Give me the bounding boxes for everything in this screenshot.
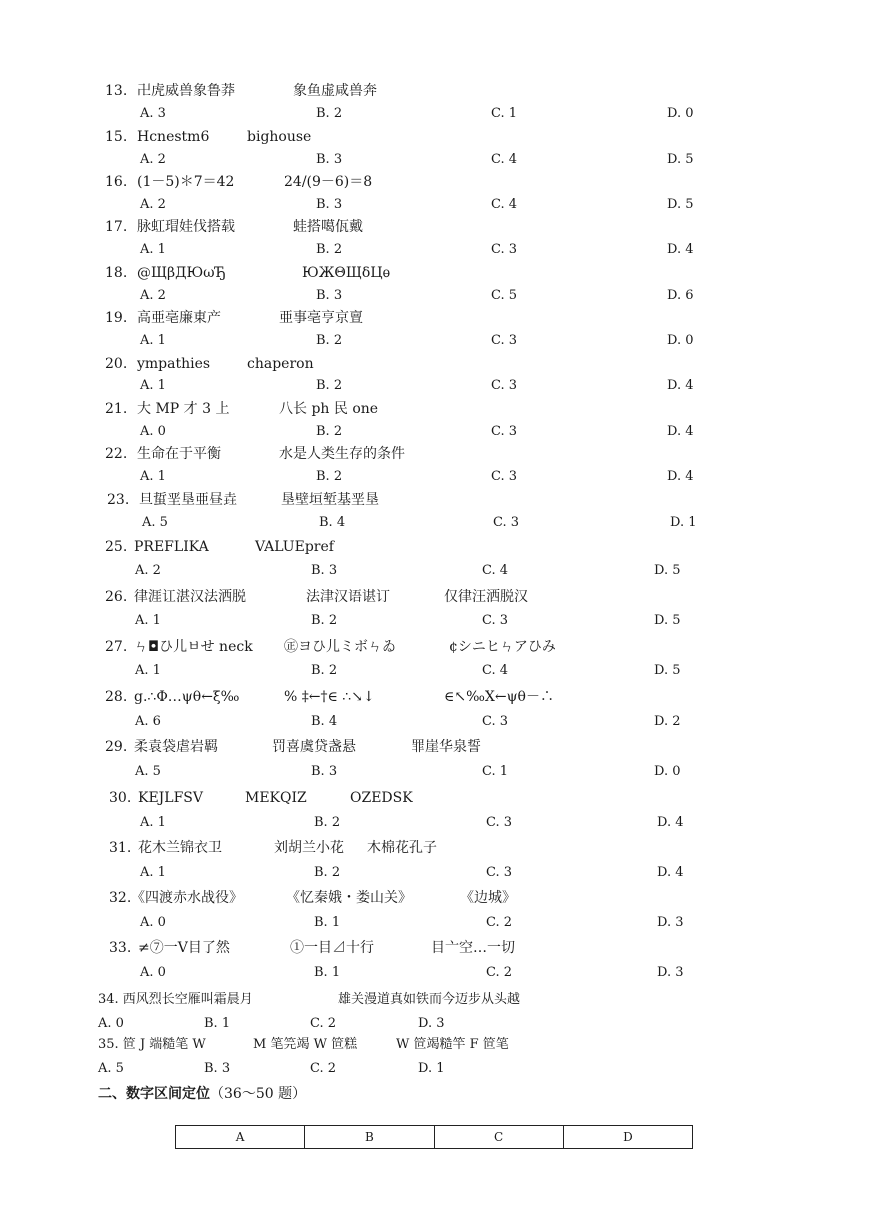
question-35-text-3: W 笸竭糙竿 F 笸笔 — [396, 1037, 509, 1052]
question-string-2: 《忆秦娥・娄山关》 — [286, 890, 412, 906]
question-string-2: ①一目⊿十行 — [290, 940, 374, 956]
question-string-1: 脉虹瑁娃伐搭载 — [137, 219, 235, 235]
option-b: B. 3 — [316, 197, 343, 212]
option-d: D. 3 — [418, 1016, 445, 1031]
question-string-1: 卍虎威兽象鲁莽 — [137, 83, 235, 99]
question-string-2: 刘胡兰小花 — [274, 840, 344, 856]
answer-cell-b: B — [305, 1126, 434, 1149]
option-a: A. 1 — [140, 333, 166, 348]
question-string-1: 大 MP 才 3 上 — [137, 401, 230, 417]
option-b: B. 2 — [316, 106, 343, 121]
question-number: 17. — [105, 219, 128, 235]
question-number: 23. — [107, 492, 130, 508]
answer-cell-d: D — [563, 1126, 692, 1149]
option-a: A. 1 — [135, 663, 161, 678]
option-d: D. 3 — [657, 965, 684, 980]
option-b: B. 2 — [311, 613, 338, 628]
question-string-1: 高亜亳廉東产 — [137, 310, 221, 326]
option-d: D. 5 — [654, 663, 681, 678]
option-c: C. 3 — [491, 424, 518, 439]
option-c: C. 4 — [482, 563, 509, 578]
option-b: B. 1 — [314, 965, 341, 980]
question-string-3: 目亠空…一切 — [431, 940, 515, 956]
option-c: C. 3 — [491, 333, 518, 348]
option-b: B. 3 — [311, 764, 338, 779]
question-number: 15. — [105, 129, 128, 145]
option-b: B. 2 — [314, 865, 341, 880]
option-d: D. 0 — [667, 333, 694, 348]
question-string-2: % ‡←†∈ ∴↘↓ — [284, 689, 375, 705]
answer-table — [175, 1125, 693, 1149]
question-string-1: (1－5)＊7＝42 — [137, 174, 235, 190]
question-string-2: chaperon — [247, 356, 314, 372]
option-a: A. 5 — [135, 764, 161, 779]
question-string-2: 蛙搭噶佤戴 — [293, 219, 363, 235]
option-c: C. 3 — [493, 515, 520, 530]
question-number: 27. — [105, 639, 128, 655]
answer-cell-a: A — [176, 1126, 305, 1149]
option-d: D. 4 — [657, 865, 684, 880]
question-string-3: ¢シニヒㄣアひみ — [449, 639, 556, 655]
answer-cell-c: C — [434, 1126, 563, 1149]
question-number: 21. — [105, 401, 128, 417]
option-b: B. 2 — [316, 378, 343, 393]
option-c: C. 2 — [310, 1016, 337, 1031]
question-number: 25. — [105, 539, 128, 555]
option-a: A. 2 — [140, 288, 166, 303]
option-a: A. 0 — [140, 915, 166, 930]
option-c: C. 4 — [482, 663, 509, 678]
option-c: C. 4 — [491, 197, 518, 212]
question-string-2: ЮЖΘЩδЦѳ — [302, 265, 391, 281]
option-b: B. 3 — [204, 1061, 231, 1076]
question-string-1: ympathies — [137, 356, 211, 372]
question-string-3: 仅律汪洒脱汉 — [444, 589, 528, 605]
question-34-text: 34. 西风烈长空雁叫霜晨月 — [98, 992, 253, 1007]
question-number: 31. — [109, 840, 132, 856]
question-string-1: 旦蜇垩垦亜昼垚 — [139, 492, 237, 508]
question-number: 19. — [105, 310, 128, 326]
option-b: B. 2 — [316, 333, 343, 348]
option-a: A. 3 — [140, 106, 166, 121]
option-a: A. 0 — [140, 424, 166, 439]
question-string-2: 垦壁垣堑基垩垦 — [281, 492, 379, 508]
option-b: B. 1 — [314, 915, 341, 930]
question-string-3: 《边城》 — [460, 890, 516, 906]
option-a: A. 0 — [98, 1016, 124, 1031]
option-d: D. 3 — [657, 915, 684, 930]
question-string-2: bighouse — [247, 129, 312, 145]
option-b: B. 4 — [319, 515, 346, 530]
question-string-1: 律涯讧湛汉法洒脱 — [134, 589, 246, 605]
question-number: 26. — [105, 589, 128, 605]
option-d: D. 5 — [654, 563, 681, 578]
question-string-2: VALUEpref — [255, 539, 334, 555]
option-c: C. 2 — [310, 1061, 337, 1076]
question-35-text-2: M 笔笎竭 W 笸糕 — [253, 1037, 358, 1052]
option-d: D. 2 — [654, 714, 681, 729]
question-string-2: 24/(9－6)＝8 — [284, 174, 373, 190]
question-number: 28. — [105, 689, 128, 705]
option-a: A. 1 — [140, 815, 166, 830]
option-d: D. 1 — [670, 515, 697, 530]
question-string-1: 花木兰锦衣卫 — [138, 840, 222, 856]
option-b: B. 3 — [316, 288, 343, 303]
question-string-3: OZEDSK — [350, 790, 413, 806]
section-heading — [98, 1083, 306, 1103]
option-b: B. 2 — [316, 242, 343, 257]
question-string-1: 生命在于平衡 — [137, 446, 221, 462]
option-d: D. 5 — [654, 613, 681, 628]
option-d: D. 4 — [667, 469, 694, 484]
question-string-1: KEJLFSV — [138, 790, 204, 806]
option-d: D. 4 — [657, 815, 684, 830]
question-string-2: 八长 ph 民 one — [279, 401, 379, 417]
option-d: D. 5 — [667, 197, 694, 212]
option-d: D. 6 — [667, 288, 694, 303]
option-a: A. 6 — [135, 714, 161, 729]
option-d: D. 4 — [667, 378, 694, 393]
section-title: 二、数字区间定位 — [98, 1086, 210, 1102]
option-c: C. 2 — [486, 915, 513, 930]
question-number: 29. — [105, 739, 128, 755]
question-string-2: MEKQIZ — [245, 790, 307, 806]
option-c: C. 3 — [486, 815, 513, 830]
option-a: A. 1 — [135, 613, 161, 628]
option-a: A. 2 — [140, 197, 166, 212]
question-string-1: g.∴Φ…ψθ←ξ‰ — [134, 689, 240, 705]
question-string-3: ∈↖‰X←ψθ－∴ — [444, 689, 554, 705]
option-d: D. 5 — [667, 152, 694, 167]
question-string-1: PREFLIKA — [134, 539, 209, 555]
option-b: B. 2 — [316, 424, 343, 439]
option-c: C. 3 — [482, 714, 509, 729]
question-number: 16. — [105, 174, 128, 190]
option-a: A. 1 — [140, 242, 166, 257]
option-c: C. 4 — [491, 152, 518, 167]
question-string-2: 罚喜虞贷盏悬 — [272, 739, 356, 755]
question-number: 32. — [109, 890, 132, 906]
question-string-1: ㄣ◘ひ儿ㅂせ neck — [134, 639, 253, 655]
section-range: （36～50 题） — [210, 1086, 307, 1102]
question-string-2: 亜事亳亨京亶 — [279, 310, 363, 326]
option-c: C. 5 — [491, 288, 518, 303]
question-35-text: 35. 笸 J 端糙笔 W — [98, 1037, 206, 1052]
question-number: 22. — [105, 446, 128, 462]
option-b: B. 2 — [311, 663, 338, 678]
question-string-1: @ЩβДЮωЂ — [137, 265, 226, 281]
question-number: 33. — [109, 940, 132, 956]
option-b: B. 4 — [311, 714, 338, 729]
question-string-3: 木棉花孔子 — [367, 840, 437, 856]
option-a: A. 1 — [140, 865, 166, 880]
option-d: D. 4 — [667, 424, 694, 439]
option-b: B. 1 — [204, 1016, 231, 1031]
option-b: B. 2 — [314, 815, 341, 830]
question-string-2: 象鱼虚咸兽奔 — [293, 83, 377, 99]
option-a: A. 0 — [140, 965, 166, 980]
option-c: C. 1 — [482, 764, 509, 779]
question-number: 20. — [105, 356, 128, 372]
option-a: A. 5 — [98, 1061, 124, 1076]
question-string-2: 法津汉语谌订 — [306, 589, 390, 605]
option-b: B. 2 — [316, 469, 343, 484]
option-c: C. 3 — [482, 613, 509, 628]
question-string-1: Hcnestm6 — [137, 129, 210, 145]
question-34-text-2: 雄关漫道真如铁而今迈步从头越 — [338, 992, 521, 1007]
option-a: A. 2 — [140, 152, 166, 167]
question-string-2: ㊣ヨひ儿ミボㄣゐ — [284, 639, 396, 655]
option-d: D. 0 — [654, 764, 681, 779]
question-string-2: 水是人类生存的条件 — [279, 446, 405, 462]
option-a: A. 1 — [140, 378, 166, 393]
question-string-1: ≠⑦一Ⅴ目了然 — [138, 940, 230, 956]
option-c: C. 3 — [486, 865, 513, 880]
option-c: C. 1 — [491, 106, 518, 121]
option-d: D. 0 — [667, 106, 694, 121]
option-b: B. 3 — [316, 152, 343, 167]
option-d: D. 1 — [418, 1061, 445, 1076]
option-c: C. 3 — [491, 378, 518, 393]
option-c: C. 3 — [491, 469, 518, 484]
answer-table-row — [176, 1126, 693, 1149]
option-a: A. 1 — [140, 469, 166, 484]
option-a: A. 2 — [135, 563, 161, 578]
option-b: B. 3 — [311, 563, 338, 578]
question-number: 30. — [109, 790, 132, 806]
option-c: C. 2 — [486, 965, 513, 980]
question-string-1: 《四渡赤水战役》 — [131, 890, 243, 906]
option-d: D. 4 — [667, 242, 694, 257]
option-c: C. 3 — [491, 242, 518, 257]
question-number: 13. — [105, 83, 128, 99]
option-a: A. 5 — [142, 515, 168, 530]
question-string-1: 柔袁袋虐岩羁 — [134, 739, 218, 755]
question-number: 18. — [105, 265, 128, 281]
question-string-3: 罪崖华泉誓 — [411, 739, 481, 755]
